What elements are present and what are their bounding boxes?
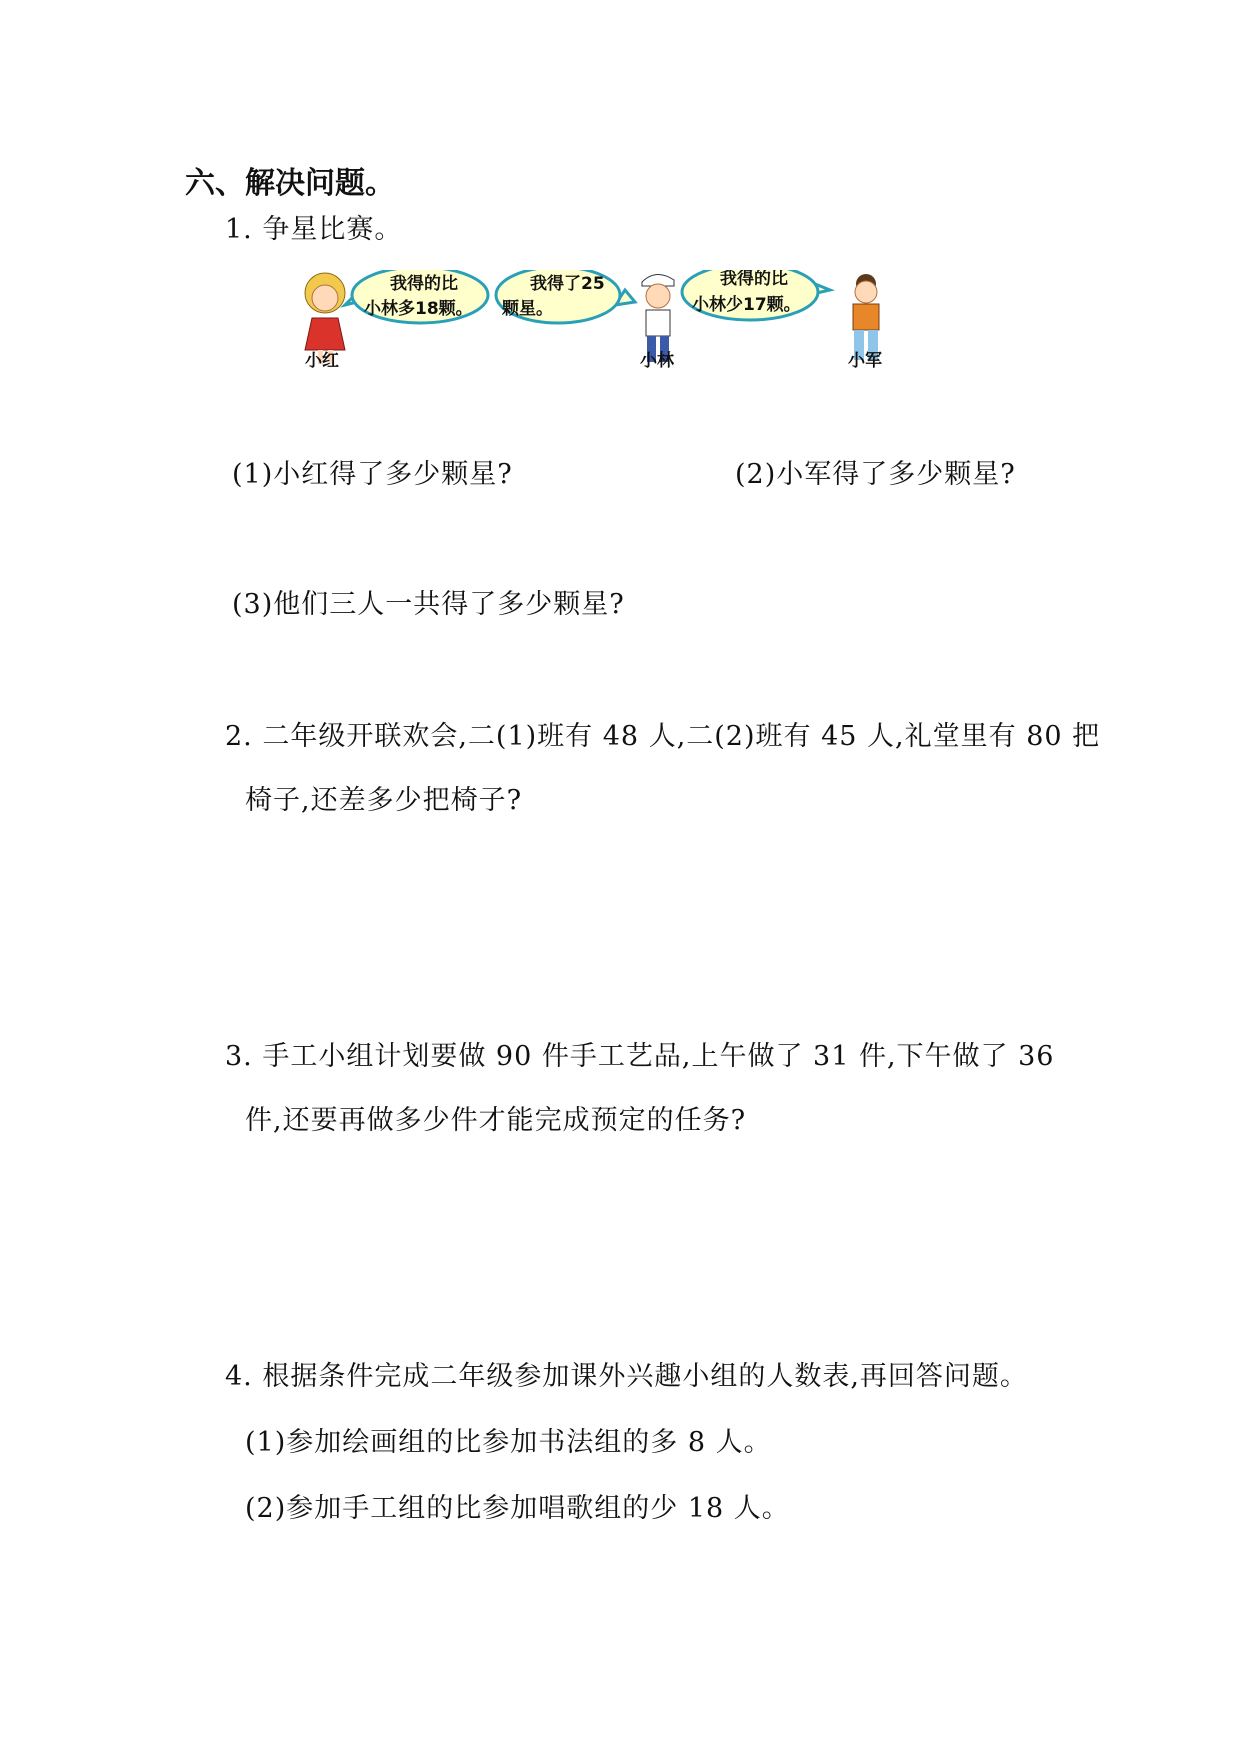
name-xiaohong: 小红 (305, 351, 339, 371)
xiaojun-bubble-line2: 小林少17颗。 (692, 295, 801, 315)
xiaojun-boy-figure (853, 274, 879, 360)
xiaojun-bubble-line1: 我得的比 (720, 270, 788, 289)
question-3-line-1: 3. 手工小组计划要做 90 件手工艺品,上午做了 31 件,下午做了 36 (225, 1041, 1055, 1072)
xiaolin-bubble-line2: 颗星。 (502, 299, 553, 319)
xiaolin-speech-bubble (496, 270, 635, 323)
xiaolin-bubble-line1: 我得了25 (530, 274, 605, 294)
question-4-line-1: 4. 根据条件完成二年级参加课外兴趣小组的人数表,再回答问题。 (225, 1361, 1028, 1392)
question-2-line-1: 2. 二年级开联欢会,二(1)班有 48 人,二(2)班有 45 人,礼堂里有 80 把 (225, 721, 1101, 752)
question-3-line-2: 件,还要再做多少件才能完成预定的任务? (245, 1105, 747, 1136)
name-xiaojun: 小军 (848, 351, 882, 371)
xiaolin-boy-figure (642, 274, 674, 362)
section-title: 六、解决问题。 (185, 166, 395, 201)
question-4-condition-2: (2)参加手工组的比参加唱歌组的少 18 人。 (245, 1493, 790, 1524)
name-xiaolin: 小林 (640, 351, 674, 371)
question-1-sub-3: (3)他们三人一共得了多少颗星? (232, 589, 625, 620)
xiaojun-speech-bubble (682, 270, 830, 320)
star-contest-illustration (290, 270, 1010, 420)
question-1-title: 1. 争星比赛。 (225, 214, 403, 245)
question-1-sub-1: (1)小红得了多少颗星? (232, 459, 513, 490)
question-1-sub-2: (2)小军得了多少颗星? (735, 459, 1016, 490)
xiaohong-speech-bubble (345, 270, 488, 323)
xiaohong-bubble-line2: 小林多18颗。 (364, 299, 473, 319)
question-2-line-2: 椅子,还差多少把椅子? (245, 785, 523, 816)
question-4-condition-1: (1)参加绘画组的比参加书法组的多 8 人。 (245, 1427, 772, 1458)
xiaohong-bubble-line1: 我得的比 (390, 274, 458, 294)
